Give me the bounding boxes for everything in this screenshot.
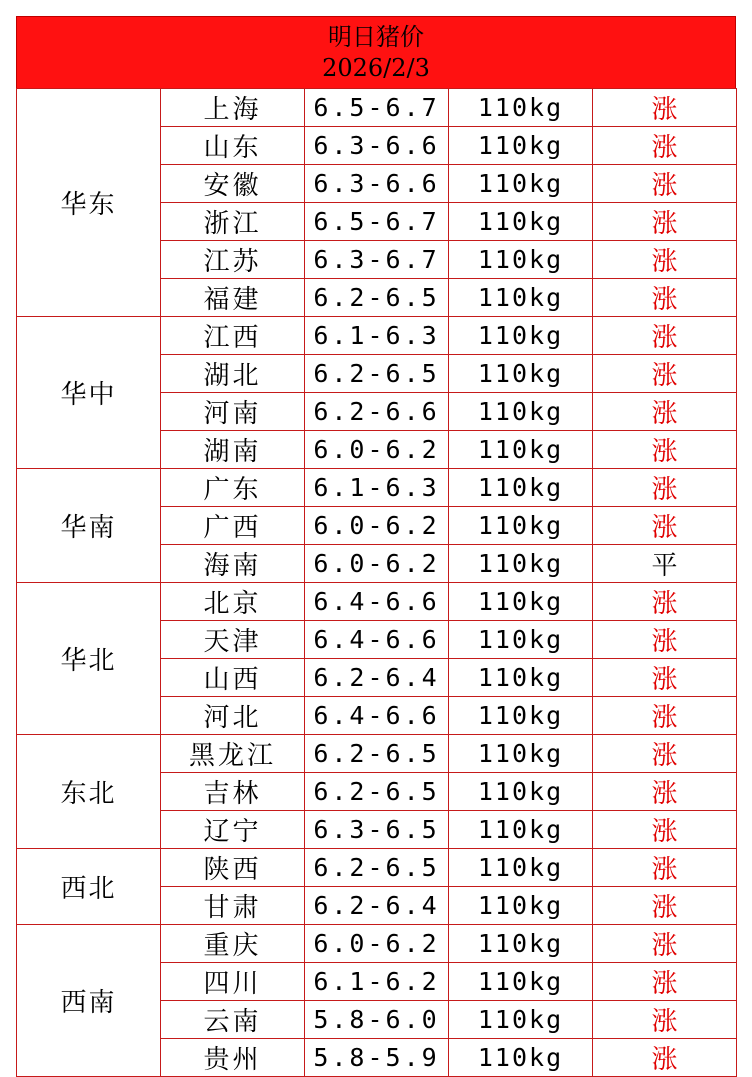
price-cell: 6.1-6.2: [305, 963, 449, 1001]
sheet-date: 2026/2/3: [322, 53, 430, 82]
region-cell: 华东: [17, 89, 161, 317]
trend-cell: 涨: [593, 203, 737, 241]
weight-cell: 110kg: [449, 963, 593, 1001]
province-cell: 河南: [161, 393, 305, 431]
province-cell: 海南: [161, 545, 305, 583]
trend-cell: 涨: [593, 1039, 737, 1077]
trend-cell: 涨: [593, 393, 737, 431]
price-cell: 6.2-6.6: [305, 393, 449, 431]
weight-cell: 110kg: [449, 127, 593, 165]
weight-cell: 110kg: [449, 393, 593, 431]
price-table-body: [17, 89, 737, 1077]
trend-cell: 涨: [593, 507, 737, 545]
province-cell: 上海: [161, 89, 305, 127]
province-cell: 湖南: [161, 431, 305, 469]
trend-cell: 涨: [593, 735, 737, 773]
province-cell: 福建: [161, 279, 305, 317]
weight-cell: 110kg: [449, 849, 593, 887]
region-cell: 西北: [17, 849, 161, 925]
price-cell: 6.2-6.4: [305, 887, 449, 925]
weight-cell: 110kg: [449, 431, 593, 469]
price-cell: 6.2-6.5: [305, 279, 449, 317]
table-row: [17, 583, 737, 621]
province-cell: 贵州: [161, 1039, 305, 1077]
header-banner: [16, 16, 736, 89]
price-cell: 6.1-6.3: [305, 469, 449, 507]
province-cell: 辽宁: [161, 811, 305, 849]
region-cell: 华北: [17, 583, 161, 735]
sheet-title: 明日猪价: [328, 22, 424, 51]
region-cell: 华中: [17, 317, 161, 469]
trend-cell: 涨: [593, 165, 737, 203]
weight-cell: 110kg: [449, 279, 593, 317]
weight-cell: 110kg: [449, 507, 593, 545]
price-cell: 6.1-6.3: [305, 317, 449, 355]
price-cell: 6.3-6.6: [305, 127, 449, 165]
weight-cell: 110kg: [449, 811, 593, 849]
trend-cell: 涨: [593, 241, 737, 279]
price-cell: 6.2-6.4: [305, 659, 449, 697]
province-cell: 山东: [161, 127, 305, 165]
province-cell: 山西: [161, 659, 305, 697]
price-cell: 6.2-6.5: [305, 735, 449, 773]
province-cell: 云南: [161, 1001, 305, 1039]
price-cell: 6.4-6.6: [305, 583, 449, 621]
price-cell: 6.2-6.5: [305, 773, 449, 811]
province-cell: 北京: [161, 583, 305, 621]
province-cell: 甘肃: [161, 887, 305, 925]
trend-cell: 涨: [593, 127, 737, 165]
trend-cell: 涨: [593, 431, 737, 469]
province-cell: 浙江: [161, 203, 305, 241]
price-cell: 5.8-6.0: [305, 1001, 449, 1039]
province-cell: 陕西: [161, 849, 305, 887]
weight-cell: 110kg: [449, 773, 593, 811]
price-sheet: [16, 16, 736, 1077]
price-cell: 6.0-6.2: [305, 925, 449, 963]
province-cell: 天津: [161, 621, 305, 659]
table-row: [17, 317, 737, 355]
trend-cell: 涨: [593, 621, 737, 659]
trend-cell: 涨: [593, 659, 737, 697]
region-cell: 东北: [17, 735, 161, 849]
trend-cell: 涨: [593, 697, 737, 735]
trend-cell: 涨: [593, 89, 737, 127]
price-table: [16, 88, 737, 1077]
weight-cell: 110kg: [449, 355, 593, 393]
table-row: [17, 735, 737, 773]
trend-cell: 涨: [593, 279, 737, 317]
trend-cell: 平: [593, 545, 737, 583]
weight-cell: 110kg: [449, 203, 593, 241]
trend-cell: 涨: [593, 963, 737, 1001]
price-cell: 6.0-6.2: [305, 507, 449, 545]
price-cell: 6.3-6.5: [305, 811, 449, 849]
province-cell: 江苏: [161, 241, 305, 279]
province-cell: 吉林: [161, 773, 305, 811]
weight-cell: 110kg: [449, 887, 593, 925]
weight-cell: 110kg: [449, 583, 593, 621]
weight-cell: 110kg: [449, 89, 593, 127]
price-cell: 6.0-6.2: [305, 431, 449, 469]
weight-cell: 110kg: [449, 1039, 593, 1077]
table-row: [17, 89, 737, 127]
region-cell: 西南: [17, 925, 161, 1077]
province-cell: 黑龙江: [161, 735, 305, 773]
price-cell: 6.5-6.7: [305, 89, 449, 127]
trend-cell: 涨: [593, 583, 737, 621]
price-cell: 6.5-6.7: [305, 203, 449, 241]
trend-cell: 涨: [593, 925, 737, 963]
province-cell: 广东: [161, 469, 305, 507]
price-cell: 6.2-6.5: [305, 849, 449, 887]
table-row: [17, 925, 737, 963]
weight-cell: 110kg: [449, 1001, 593, 1039]
weight-cell: 110kg: [449, 165, 593, 203]
trend-cell: 涨: [593, 469, 737, 507]
weight-cell: 110kg: [449, 469, 593, 507]
province-cell: 河北: [161, 697, 305, 735]
price-cell: 6.3-6.6: [305, 165, 449, 203]
province-cell: 重庆: [161, 925, 305, 963]
price-cell: 6.2-6.5: [305, 355, 449, 393]
province-cell: 安徽: [161, 165, 305, 203]
table-row: [17, 849, 737, 887]
weight-cell: 110kg: [449, 659, 593, 697]
province-cell: 江西: [161, 317, 305, 355]
weight-cell: 110kg: [449, 735, 593, 773]
weight-cell: 110kg: [449, 697, 593, 735]
trend-cell: 涨: [593, 887, 737, 925]
weight-cell: 110kg: [449, 317, 593, 355]
province-cell: 广西: [161, 507, 305, 545]
price-cell: 6.4-6.6: [305, 621, 449, 659]
province-cell: 湖北: [161, 355, 305, 393]
weight-cell: 110kg: [449, 241, 593, 279]
price-cell: 6.3-6.7: [305, 241, 449, 279]
price-cell: 6.4-6.6: [305, 697, 449, 735]
trend-cell: 涨: [593, 849, 737, 887]
weight-cell: 110kg: [449, 621, 593, 659]
trend-cell: 涨: [593, 317, 737, 355]
table-row: [17, 469, 737, 507]
trend-cell: 涨: [593, 811, 737, 849]
price-cell: 5.8-5.9: [305, 1039, 449, 1077]
trend-cell: 涨: [593, 773, 737, 811]
province-cell: 四川: [161, 963, 305, 1001]
weight-cell: 110kg: [449, 545, 593, 583]
region-cell: 华南: [17, 469, 161, 583]
trend-cell: 涨: [593, 355, 737, 393]
price-cell: 6.0-6.2: [305, 545, 449, 583]
trend-cell: 涨: [593, 1001, 737, 1039]
weight-cell: 110kg: [449, 925, 593, 963]
